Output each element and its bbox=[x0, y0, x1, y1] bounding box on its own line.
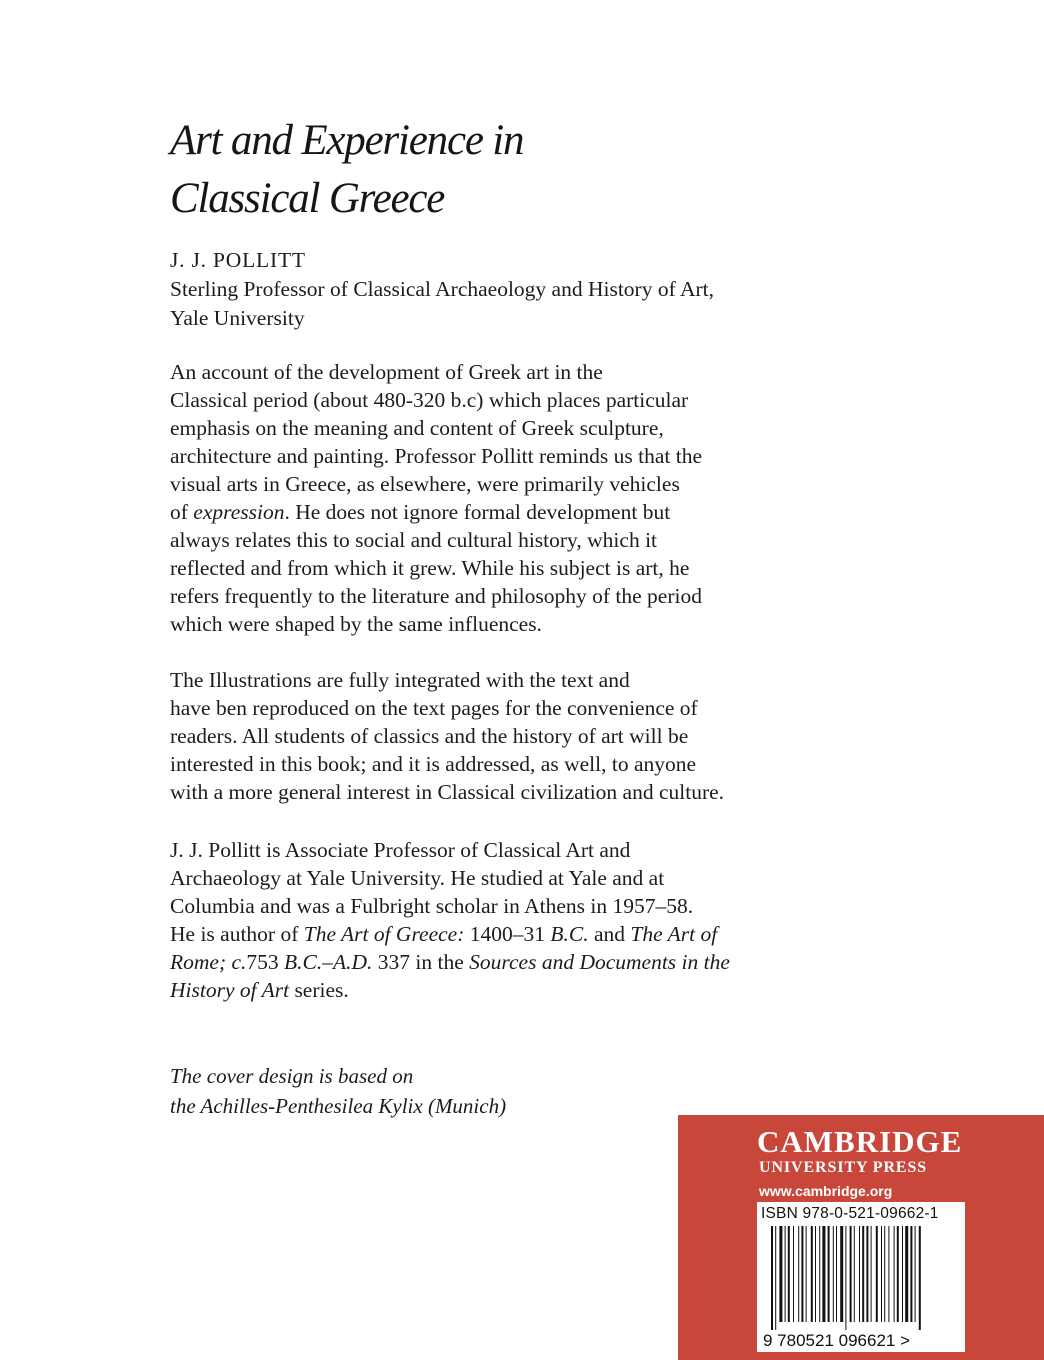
isbn-number: ISBN 978-0-521-09662-1 bbox=[761, 1205, 939, 1222]
barcode-bar bbox=[845, 1226, 846, 1330]
publisher-name: CAMBRIDGE bbox=[757, 1124, 963, 1159]
book-title-art-of-greece: The Art of Greece: bbox=[303, 922, 465, 946]
barcode-bar bbox=[881, 1226, 882, 1322]
text-line: Classical period (about 480-320 b.c) which places particular bbox=[170, 388, 689, 412]
cover-note-line-1: The cover design is based on bbox=[170, 1064, 414, 1088]
author-name: J. J. POLLITT bbox=[170, 248, 306, 272]
barcode-bar bbox=[840, 1226, 843, 1322]
barcode-bar bbox=[815, 1226, 816, 1322]
barcode-bar bbox=[897, 1226, 899, 1322]
text-line: J. J. Pollitt is Associate Professor of Classical Art and bbox=[170, 838, 631, 862]
barcode-bar bbox=[888, 1226, 889, 1322]
barcode-bar bbox=[850, 1226, 852, 1322]
cover-design-note bbox=[170, 1061, 506, 1121]
barcode-bar bbox=[859, 1226, 860, 1322]
text-fragment: series. bbox=[289, 978, 349, 1002]
era-abbrev: B.C.–A.D. bbox=[284, 950, 373, 974]
text-line bbox=[170, 948, 810, 976]
barcode-bar bbox=[798, 1226, 799, 1322]
barcode-bar bbox=[806, 1226, 807, 1322]
text-line: visual arts in Greece, as elsewhere, were primarily vehicles bbox=[170, 472, 680, 496]
text-fragment: 1400–31 bbox=[464, 922, 551, 946]
author-position: Sterling Professor of Classical Archaeology and History of Art, bbox=[170, 277, 714, 301]
text-line: An account of the development of Greek art in the bbox=[170, 360, 603, 384]
barcode-bar bbox=[905, 1226, 908, 1322]
description-paragraph-1 bbox=[170, 358, 810, 638]
barcode-bar bbox=[822, 1226, 825, 1322]
barcode-bar bbox=[919, 1226, 921, 1330]
barcode-bar bbox=[910, 1226, 912, 1322]
book-title bbox=[170, 112, 730, 228]
text-line: refers frequently to the literature and philosophy of the period bbox=[170, 584, 702, 608]
text-fragment: and bbox=[588, 922, 631, 946]
author-institution: Yale University bbox=[170, 306, 305, 330]
text-fragment: of bbox=[170, 500, 194, 524]
barcode-bar bbox=[785, 1226, 786, 1322]
barcode-bar bbox=[871, 1226, 872, 1322]
author-block bbox=[170, 246, 810, 333]
text-fragment: 337 in the bbox=[372, 950, 470, 974]
text-fragment: 753 bbox=[246, 950, 285, 974]
text-line: interested in this book; and it is addressed, as well, to anyone bbox=[170, 752, 697, 776]
text-line: Columbia and was a Fulbright scholar in Athens in 1957–58. bbox=[170, 894, 694, 918]
text-line: emphasis on the meaning and content of Greek sculpture, bbox=[170, 416, 664, 440]
barcode-icon bbox=[757, 1226, 965, 1352]
barcode-bar bbox=[884, 1226, 885, 1322]
publisher-website: www.cambridge.org bbox=[759, 1183, 893, 1199]
barcode-bar bbox=[819, 1226, 820, 1322]
barcode-bar bbox=[902, 1226, 903, 1322]
description-paragraph-2 bbox=[170, 666, 810, 806]
barcode-bar bbox=[836, 1226, 837, 1322]
author-bio-paragraph bbox=[170, 836, 810, 1004]
text-line: which were shaped by the same influences. bbox=[170, 612, 542, 636]
barcode-bar bbox=[811, 1226, 813, 1322]
barcode-bar bbox=[915, 1226, 916, 1322]
barcode-bar bbox=[894, 1226, 895, 1322]
text-line: with a more general interest in Classical civilization and culture. bbox=[170, 780, 725, 804]
title-line-1: Art and Experience in bbox=[170, 117, 524, 164]
text-line: have ben reproduced on the text pages for the convenience of bbox=[170, 696, 698, 720]
barcode-bar bbox=[801, 1226, 803, 1322]
emphasis-expression: expression bbox=[193, 500, 285, 524]
barcode-bar bbox=[828, 1226, 830, 1322]
text-line: always relates this to social and cultural history, which it bbox=[170, 528, 658, 552]
text-line bbox=[170, 498, 810, 526]
barcode-digits: 9 780521 096621 > bbox=[763, 1331, 911, 1350]
text-line: Archaeology at Yale University. He studied at Yale and at bbox=[170, 866, 665, 890]
publisher-block bbox=[678, 1115, 1044, 1360]
barcode-bar bbox=[854, 1226, 855, 1322]
era-abbrev: B.C. bbox=[550, 922, 589, 946]
series-title-cont: History of Art bbox=[170, 978, 290, 1002]
book-title-art-of-rome-cont: Rome; c. bbox=[170, 950, 247, 974]
book-title-art-of-rome: The Art of bbox=[630, 922, 718, 946]
barcode-bar bbox=[793, 1226, 794, 1322]
text-fragment: . He does not ignore formal development but bbox=[284, 500, 671, 524]
text-fragment: He is author of bbox=[170, 922, 304, 946]
title-line-2: Classical Greece bbox=[170, 175, 445, 222]
cover-note-line-2: the Achilles-Penthesilea Kylix (Munich) bbox=[170, 1094, 507, 1118]
barcode-bar bbox=[876, 1226, 878, 1322]
barcode-bar bbox=[833, 1226, 834, 1322]
barcode-bar bbox=[771, 1226, 773, 1330]
text-line: The Illustrations are fully integrated with the text and bbox=[170, 668, 630, 692]
barcode-bar bbox=[862, 1226, 864, 1322]
publisher-subtitle: UNIVERSITY PRESS bbox=[759, 1159, 928, 1176]
text-line: reflected and from which it grew. While his subject is art, he bbox=[170, 556, 690, 580]
text-line: architecture and painting. Professor Pollitt reminds us that the bbox=[170, 444, 703, 468]
barcode-panel bbox=[757, 1202, 965, 1352]
barcode-bar bbox=[779, 1226, 782, 1322]
barcode-bar bbox=[788, 1226, 790, 1322]
text-line bbox=[170, 976, 810, 1004]
barcode-bar bbox=[775, 1226, 776, 1330]
barcode-bar bbox=[866, 1226, 868, 1322]
series-title: Sources and Documents in the bbox=[469, 950, 730, 974]
text-line: readers. All students of classics and the history of art will be bbox=[170, 724, 689, 748]
text-line bbox=[170, 920, 810, 948]
